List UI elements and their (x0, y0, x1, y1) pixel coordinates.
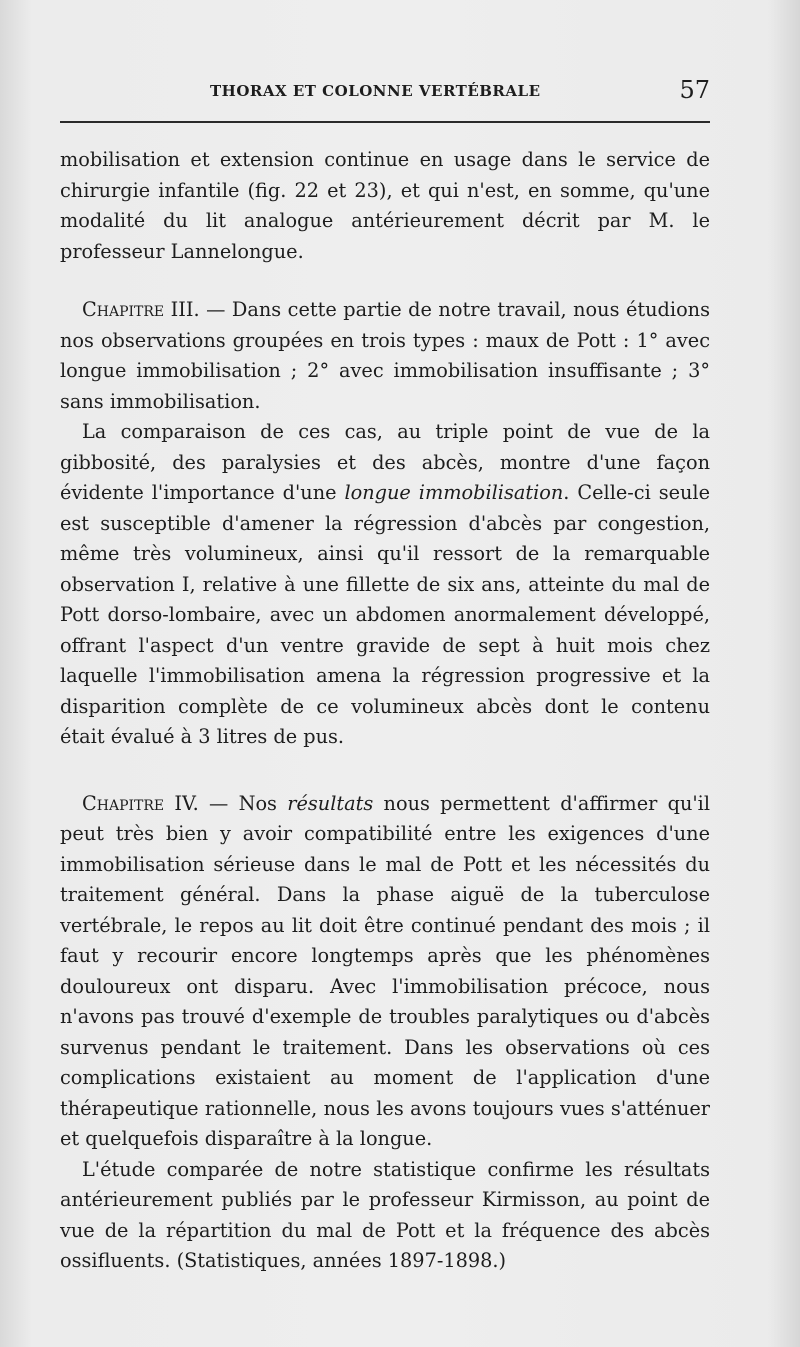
italic-emphasis: résultats (287, 791, 374, 815)
paragraph-chapitre-iv (60, 789, 710, 1155)
chapter-heading: Chapitre III. (82, 298, 200, 321)
paragraph-text: . Celle-ci seule est susceptible d'amener la régression d'abcès par congestion, même très volumineux, ainsi qu'il ressort de la remarquable observation I, relative à une fillette de six ans, atteinte du mal de Pott dorso-lombaire, avec un abdomen anormalement développé, offrant l'aspect d'un ventre gravide de sept à huit mois chez laquelle l'immobilisation amena la régression progressive et la disparition complète de ce volumineux abcès dont le contenu était évalué à 3 litres de pus. (60, 481, 710, 748)
paragraph-statistique (60, 1155, 710, 1277)
paragraph-comparaison (60, 417, 710, 753)
chapter-heading: Chapitre IV. (82, 791, 199, 815)
paragraph-continuation (60, 145, 710, 267)
section-spacer (60, 753, 710, 789)
paragraph-text: nous permettent d'affirmer qu'il peut très bien y avoir compatibilité entre les exigences d'une immobilisation sérieuse dans le mal de Pott et les nécessités du traitement général. Dans la phase aiguë de la tuberculose vertébrale, le repos au lit doit être continué pendant des mois ; il faut y recourir encore longtemps après que les phénomènes douloureux ont disparu. Avec l'immobilisation précoce, nous n'avons pas trouvé d'exemple de troubles paralytiques ou d'abcès survenus pendant le traitement. Dans les observations où ces complications existaient au moment de l'application d'une thérapeutique rationnelle, nous les avons toujours vues s'atténuer et quelquefois disparaître à la longue. (60, 791, 711, 1150)
page-number: 57 (679, 76, 710, 104)
paragraph-text: mobilisation et extension continue en usage dans le service de chirurgie infantile (fig. 22 et 23), et qui n'est, en somme, qu'une modalité du lit analogue antérieurement décrit par M. le professeur Lannelongue. (60, 148, 710, 263)
paragraph-text: L'étude comparée de notre statistique confirme les résultats antérieurement publiés par le professeur Kirmisson, au point de vue de la répartition du mal de Pott et la fréquence des abcès ossifluents. (Statistiques, années 1897-1898.) (60, 1157, 710, 1272)
paragraph-text: — Nos (198, 791, 288, 815)
body-text (60, 145, 710, 1277)
header-rule (60, 121, 710, 123)
running-title: THORAX ET COLONNE VERTÉBRALE (210, 82, 541, 100)
paragraph-text: La comparaison de ces cas, au triple point de vue de la gibbosité, des paralysies et des abcès, montre d'une façon évidente l'importance d'une (60, 420, 710, 504)
italic-emphasis: longue immobilisation (344, 481, 564, 504)
paragraph-text: — Dans cette partie de notre travail, nous étudions nos observations groupées en trois types : maux de Pott : 1° avec longue immobilisation ; 2° avec immobilisation insuffisante ; 3° sans immobilisation. (60, 298, 710, 413)
section-spacer (60, 267, 710, 295)
page-header (60, 76, 710, 110)
paragraph-chapitre-iii (60, 295, 710, 417)
